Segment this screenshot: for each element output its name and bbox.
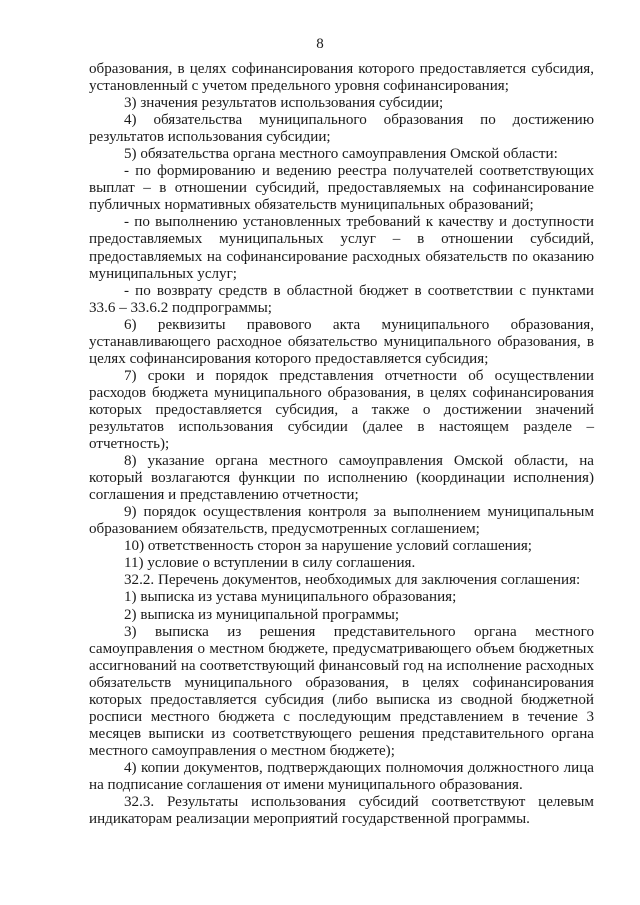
paragraph: 3) выписка из решения представительного органа местного самоуправления о местном бюджете, предусматривающего объем бюджетных ассигнований на соответствующий финансовый год на исполнение расходных обязательств муниципального образования, в целях софинансирования которых предоставляется субсидия (либо выписка из сводной бюджетной росписи местного бюджета с последующим представлением в течение 3 месяцев выписки из соответствующего решения представительного органа местного самоуправления о местном бюджете); (89, 623, 594, 759)
paragraph: 3) значения результатов использования субсидии; (124, 95, 444, 112)
paragraph: - по формированию и ведению реестра получателей соответствующих выплат – в отношении субсидий, предоставляемых на софинансирование публичных нормативных обязательств муниципальных образований; (89, 163, 594, 214)
paragraph: - по возврату средств в областной бюджет в соответствии с пунктами 33.6 – 33.6.2 подпрограммы; (89, 282, 594, 316)
paragraph: 32.3. Результаты использования субсидий соответствуют целевым индикаторам реализации мероприятий государственной программы. (89, 794, 594, 828)
section-heading: 32.2. Перечень документов, необходимых для заключения соглашения: (124, 572, 581, 589)
paragraph: 7) сроки и порядок представления отчетности об осуществлении расходов бюджета муниципального образования, в целях софинансирования которых предоставляется субсидия, а также о достижении значений результатов использования субсидии (далее в настоящем разделе – отчетность); (89, 367, 594, 453)
body-text (89, 61, 594, 828)
paragraph: 4) копии документов, подтверждающих полномочия должностного лица на подписание соглашения от имени муниципального образования. (89, 759, 594, 793)
paragraph: - по выполнению установленных требований к качеству и доступности предоставляемых муниципальных услуг – в отношении субсидий, предоставляемых на софинансирование расходных обязательств по оказанию муниципальных услуг; (89, 214, 594, 282)
paragraph: 1) выписка из устава муниципального образования; (124, 589, 457, 606)
page-number: 8 (316, 36, 324, 52)
paragraph: 8) указание органа местного самоуправления Омской области, на который возлагаются функции по исполнению (координации исполнения) соглашения и представлению отчетности; (89, 453, 594, 504)
paragraph: 10) ответственность сторон за нарушение условий соглашения; (124, 538, 532, 555)
paragraph: 6) реквизиты правового акта муниципального образования, устанавливающего расходное обязательство муниципального образования, в целях софинансирования которого предоставляется субсидия; (89, 316, 594, 367)
paragraph: образования, в целях софинансирования которого предоставляется субсидия, установленный с учетом предельного уровня софинансирования; (89, 61, 594, 95)
paragraph: 2) выписка из муниципальной программы; (124, 606, 400, 623)
paragraph: 5) обязательства органа местного самоуправления Омской области: (124, 146, 558, 163)
paragraph: 4) обязательства муниципального образования по достижению результатов использования субсидии; (89, 112, 594, 146)
paragraph: 9) порядок осуществления контроля за выполнением муниципальным образованием обязательств, предусмотренных соглашением; (89, 504, 594, 538)
paragraph: 11) условие о вступлении в силу соглашения. (124, 555, 416, 572)
